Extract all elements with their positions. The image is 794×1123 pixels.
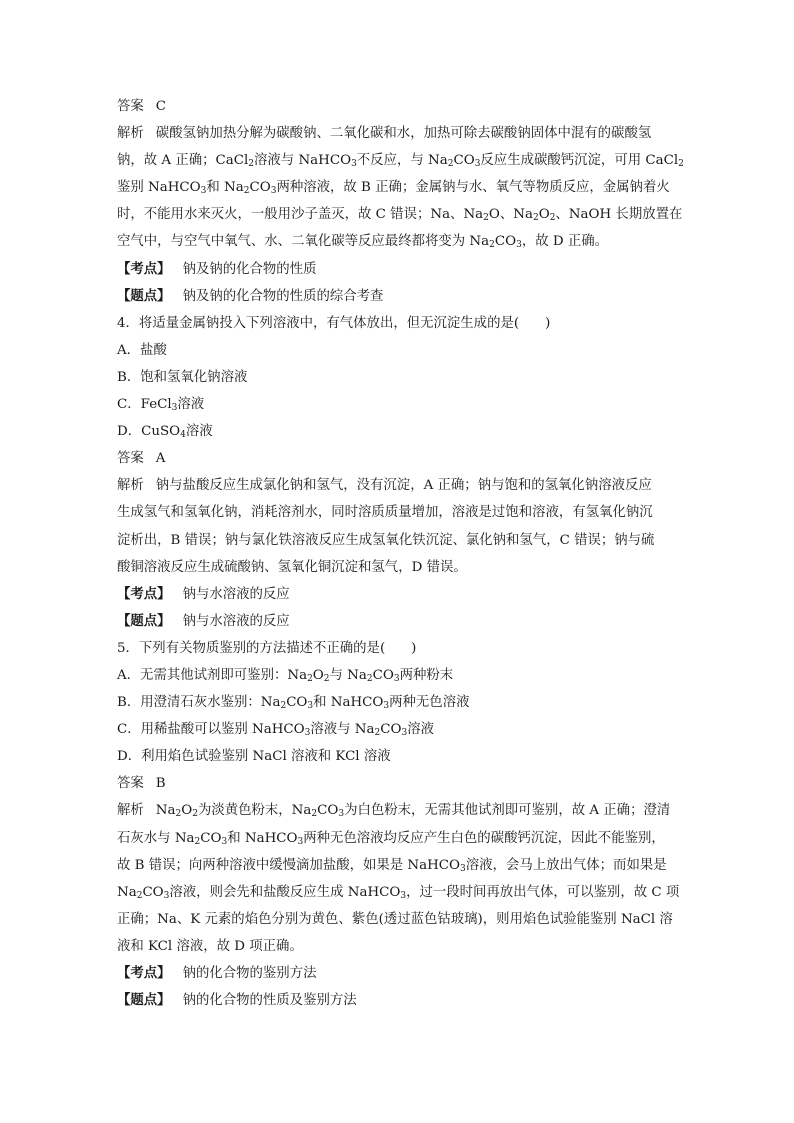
subscript: 2 xyxy=(489,240,495,251)
tidian-label: 【题点】 xyxy=(117,612,171,629)
q4-tidian xyxy=(117,608,679,635)
q4-analysis-line: 生成氢气和氢氧化钠，消耗溶剂水，同时溶质质量增加，溶液是过饱和溶液，有氢氧化钠沉 xyxy=(117,505,653,521)
q3-analysis-line: 时，不能用水来灭火，一般用沙子盖灭，故 C 错误；Na、$Na_2O$、$Na_2O_2$、NaOH 长期放置在 xyxy=(117,207,683,224)
subscript: 2 xyxy=(366,673,373,684)
page-content xyxy=(117,93,684,1014)
subscript: 3 xyxy=(393,673,400,684)
kaodian-label: 【考点】 xyxy=(117,965,171,981)
answer-value: B xyxy=(155,776,166,792)
q3-analysis-line xyxy=(117,120,679,147)
kaodian-text: 钠及钠的化合物的性质 xyxy=(182,261,317,277)
q4-kaodian xyxy=(117,581,679,608)
q5-analysis-line: 故 B 错误；向两种溶液中缓慢滴加盐酸，如果是 NaHCO$_3$溶液，会马上放出气体；而如果是 xyxy=(117,857,667,874)
analysis-text: 碳酸氢钠加热分解为碳酸钠、二氧化碳和水，加热可除去碳酸钠固体中混有的碳酸氢 xyxy=(155,126,652,142)
question-stem-end: ) xyxy=(411,640,417,656)
q5-option: B．用澄清石灰水鉴别：$Na_2CO_3$和 NaHCO$_3$两种无色溶液 xyxy=(117,695,470,712)
tidian-label: 【题点】 xyxy=(117,287,171,304)
subscript: 3 xyxy=(400,890,407,901)
q3-tidian xyxy=(117,283,679,310)
subscript: 2 xyxy=(447,159,454,170)
subscript: 2 xyxy=(280,701,287,712)
q5-analysis-line: 石灰水与 $Na_2CO_3$和 NaHCO$_3$两种无色溶液均反应产生白色的碳酸钙沉淀，因此不能鉴别， xyxy=(117,830,665,847)
q5-analysis-line xyxy=(117,797,679,824)
subscript: 3 xyxy=(270,186,277,197)
subscript: 2 xyxy=(248,159,255,170)
kaodian-label: 【考点】 xyxy=(117,260,171,277)
subscript: 2 xyxy=(243,186,250,197)
q5-answer-line xyxy=(117,770,679,797)
q5-option: C．用稀盐酸可以鉴别 NaHCO$_3$溶液与 $Na_2CO_3$溶液 xyxy=(117,722,434,739)
subscript: 3 xyxy=(383,701,390,712)
answer-label: 答案 xyxy=(117,99,144,114)
tidian-text: 钠与水溶液的反应 xyxy=(182,613,290,629)
question-stem-end: ) xyxy=(545,315,551,331)
subscript: 2 xyxy=(374,728,381,739)
analysis-text: $Na_2O_2$为淡黄色粉末，$Na_2CO_3$为白色粉末，无需其他试剂即可鉴别，故 A 正确；澄清 xyxy=(155,803,671,820)
q4-stem xyxy=(117,310,679,337)
analysis-label: 解析 xyxy=(117,803,144,819)
answer-label: 答案 xyxy=(117,451,144,467)
q4-option: B．饱和氢氧化钠溶液 xyxy=(117,369,248,385)
q4-option: C．FeCl$_3$溶液 xyxy=(117,397,205,414)
subscript: 2 xyxy=(323,673,330,684)
q4-analysis-line xyxy=(117,472,679,499)
analysis-text: 钠与盐酸反应生成氯化钠和氢气，没有沉淀，A 正确；钠与饱和的氢氧化钠溶液反应 xyxy=(155,478,652,494)
q5-kaodian xyxy=(117,960,679,987)
answer-value: A xyxy=(155,451,166,467)
answer-value: C xyxy=(155,99,167,114)
kaodian-text: 钠与水溶液的反应 xyxy=(182,586,290,602)
analysis-label: 解析 xyxy=(117,478,144,494)
tidian-text: 钠的化合物的性质及鉴别方法 xyxy=(182,993,357,1009)
q3-kaodian xyxy=(117,256,679,283)
subscript: 3 xyxy=(171,403,178,414)
subscript: 3 xyxy=(401,728,408,739)
tidian-label: 【题点】 xyxy=(117,992,171,1009)
subscript: 3 xyxy=(516,240,522,251)
subscript: 2 xyxy=(192,809,198,820)
subscript: 2 xyxy=(532,213,539,224)
subscript: 3 xyxy=(307,701,314,712)
subscript: 3 xyxy=(304,728,311,739)
subscript: 3 xyxy=(474,159,481,170)
q4-answer-line xyxy=(117,445,679,472)
subscript: 2 xyxy=(311,809,318,820)
subscript: 2 xyxy=(194,836,201,847)
subscript: 2 xyxy=(678,159,684,170)
answer-label: 答案 xyxy=(117,776,144,792)
subscript: 2 xyxy=(136,890,143,901)
analysis-label: 解析 xyxy=(117,126,144,142)
subscript: 3 xyxy=(297,836,304,847)
q5-stem xyxy=(117,635,679,662)
subscript: 2 xyxy=(175,809,182,820)
q4-option: A．盐酸 xyxy=(117,342,167,358)
question-stem: 5．下列有关物质鉴别的方法描述不正确的是( xyxy=(117,640,386,656)
subscript: 2 xyxy=(483,213,489,224)
q5-analysis-line: $Na_2CO_3$溶液，则会先和盐酸反应生成 NaHCO$_3$，过一段时间再放出气体，可以鉴别，故 C 项 xyxy=(117,884,680,901)
question-stem: 4．将适量金属钠投入下列溶液中，有气体放出，但无沉淀生成的是( xyxy=(117,315,520,331)
q5-analysis-line: 液和 KCl 溶液，故 D 项正确。 xyxy=(117,938,303,954)
kaodian-text: 钠的化合物的鉴别方法 xyxy=(182,966,317,981)
q4-analysis-line: 淀析出，B 错误；钠与氯化铁溶液反应生成氢氧化铁沉淀、氯化钠和氢气，C 错误；钠与硫 xyxy=(117,532,655,548)
kaodian-label: 【考点】 xyxy=(117,585,171,602)
q5-analysis-line: 正确；Na、K 元素的焰色分别为黄色、紫色(透过蓝色钴玻璃)，则用焰色试验能鉴别 NaCl 溶 xyxy=(117,911,673,927)
q3-analysis-line: 钠，故 A 正确；CaCl$_2$溶液与 NaHCO$_3$不反应，与 $Na_2CO_3$反应生成碳酸钙沉淀，可用 CaCl$_2$ xyxy=(117,153,684,170)
subscript: 2 xyxy=(549,213,556,224)
subscript: 2 xyxy=(307,673,313,684)
subscript: 4 xyxy=(180,430,186,441)
q4-option: D．CuSO$_4$溶液 xyxy=(117,424,213,441)
subscript: 3 xyxy=(338,809,345,820)
tidian-text: 钠及钠的化合物的性质的综合考查 xyxy=(182,288,384,304)
subscript: 3 xyxy=(351,159,357,170)
subscript: 3 xyxy=(163,890,170,901)
q4-analysis-line: 酸铜溶液反应生成硫酸钠、氢氧化铜沉淀和氢气，D 错误。 xyxy=(117,559,467,575)
q5-option: D．利用焰色试验鉴别 NaCl 溶液和 KCl 溶液 xyxy=(117,749,391,765)
q3-analysis-line: 鉴别 NaHCO$_3$和 $Na_2CO_3$两种溶液，故 B 正确；金属钠与水、氧气等物质反应，金属钠着火 xyxy=(117,180,670,197)
q3-analysis-line: 空气中，与空气中氧气、水、二氧化碳等反应最终都将变为 $Na_2CO_3$，故 D 正确。 xyxy=(117,234,609,251)
q3-answer-line xyxy=(117,93,679,120)
q5-option: A．无需其他试剂即可鉴别：$Na_2O_2$与 $Na_2CO_3$两种粉末 xyxy=(117,667,454,684)
subscript: 3 xyxy=(221,836,228,847)
subscript: 3 xyxy=(200,186,207,197)
q5-tidian xyxy=(117,987,679,1014)
subscript: 3 xyxy=(460,863,466,874)
